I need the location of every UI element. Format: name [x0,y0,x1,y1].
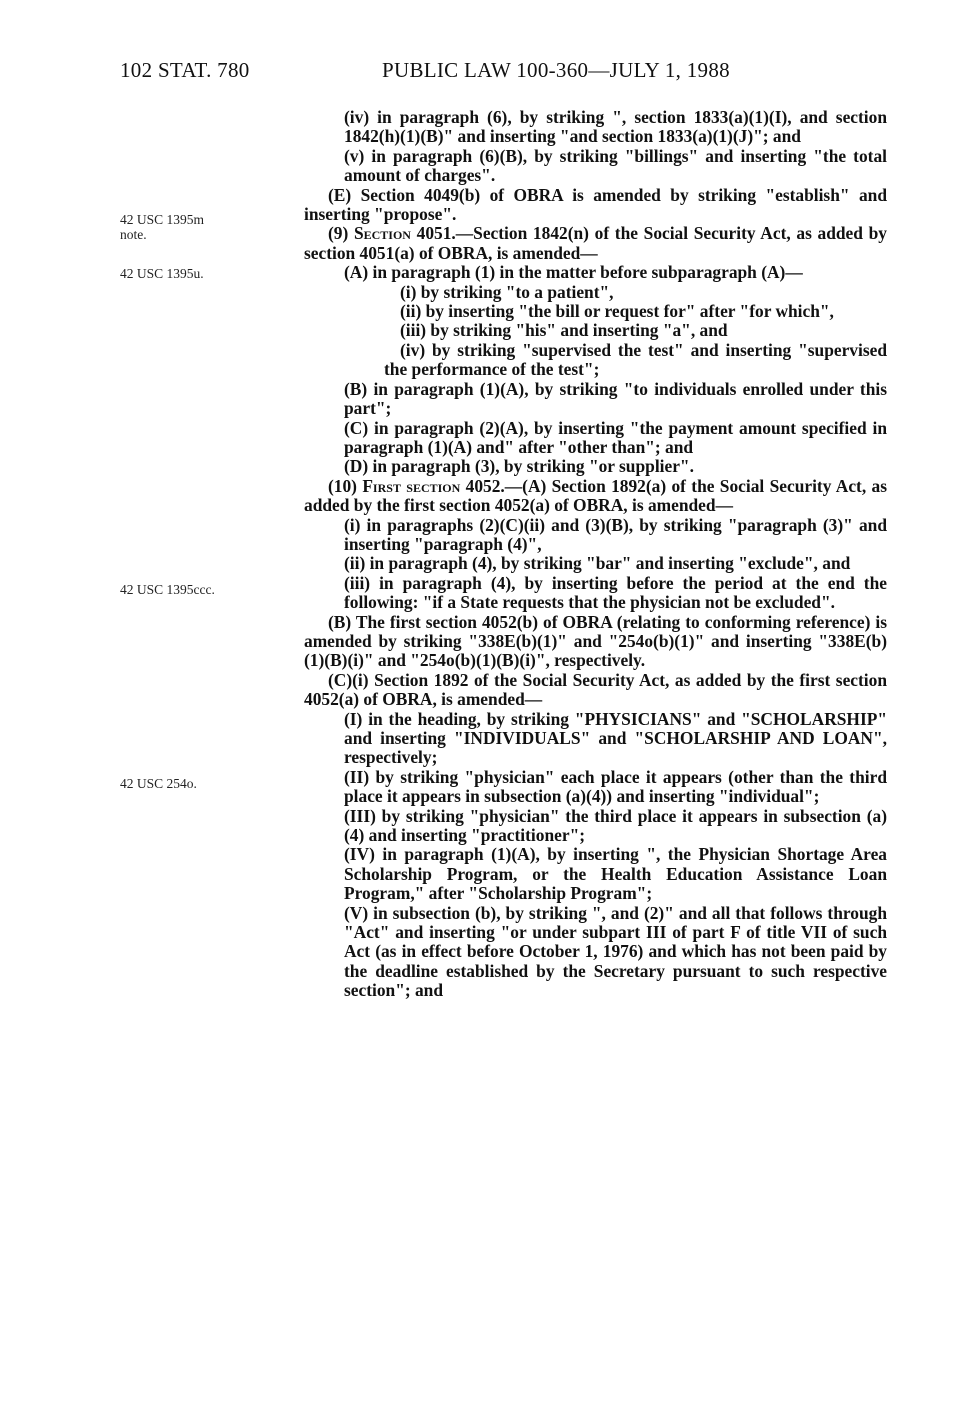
section-heading: First section 4052 [362,475,501,496]
margin-note: 42 USC 254o. [120,776,197,791]
clause-ii: (ii) by inserting "the bill or request for" after "for which", [400,301,834,322]
clause-iii-2: (iii) in paragraph (4), by inserting before the period at the end the following: "if a State requests that the physician not be excluded". [344,572,887,613]
page-stat-number: 102 STAT. 780 [120,58,250,82]
subpara-d: (D) in paragraph (3), by striking "or supplier". [344,456,694,477]
para-9: (9) Section 4051.—Section 1842(n) of the Social Security Act, as added by section 4051(a) of OBRA, is amended— [304,223,887,263]
clause-iii: (iii) by striking "his" and inserting "a", and [400,320,728,341]
subclause-I: (I) in the heading, by striking "PHYSICIANS" and "SCHOLARSHIP" and inserting "INDIVIDUALS" and "SCHOLARSHIP AND LOAN", respectively; [344,708,887,768]
clause-iv-2: (iv) by striking "supervised the test" and inserting "supervised the performance of the test"; [384,339,887,380]
clause-ii-2: (ii) in paragraph (4), by striking "bar" and inserting "exclude", and [344,553,851,574]
subpara-b-2: (B) The first section 4052(b) of OBRA (relating to conforming reference) is amended by striking "338E(b)(1)" and "254o(b)(1)" and inserting "338E(b)(1)(B)(i)" and "254o(b)(1)(B)(i)", respectively. [304,611,887,671]
subpara-c-2: (C)(i) Section 1892 of the Social Security Act, as added by the first section 4052(a) of OBRA, is amended— [304,669,887,710]
statute-text [304,108,887,1001]
subpara-a: (A) in paragraph (1) in the matter before subparagraph (A)— [344,262,803,283]
margin-note: 42 USC 1395ccc. [120,582,215,597]
section-heading: Section 4051 [353,223,452,244]
clause-v: (v) in paragraph (6)(B), by striking "billings" and inserting "the total amount of charges". [344,145,887,186]
subpara-c: (C) in paragraph (2)(A), by inserting "the payment amount specified in paragraph (1)(A) and" after "other than"; and [344,417,887,457]
margin-note: 42 USC 1395u. [120,266,204,281]
subclause-II: (II) by striking "physician" each place it appears (other than the third place it appears in subsection (a)(4)) and inserting "individual"; [344,766,887,807]
clause-i-2: (i) in paragraphs (2)(C)(ii) and (3)(B), by striking "paragraph (3)" and inserting "paragraph (4)", [344,514,887,554]
subpara-b: (B) in paragraph (1)(A), by striking "to individuals enrolled under this part"; [344,378,887,419]
subclause-IV: (IV) in paragraph (1)(A), by inserting ", the Physician Shortage Area Scholarship Program, or the Health Education Assistance Loan Program," after "Scholarship Program"; [344,844,887,904]
running-header: PUBLIC LAW 100-360—JULY 1, 1988 [382,58,730,82]
para-10: (10) First section 4052.—(A) Section 1892(a) of the Social Security Act, as added by the first section 4052(a) of OBRA, is amended— [304,475,887,516]
subclause-V: (V) in subsection (b), by striking ", and (2)" and all that follows through "Act" and inserting "or under subpart III of part F of title VII of such Act (as in effect before October 1, 1976) and which has not been paid by the deadline established by the Secretary pursuant to such respective section"; and [344,902,887,1001]
subclause-III: (III) by striking "physician" the third place it appears in subsection (a)(4) and inserting "practitioner"; [344,805,887,846]
subpara-e: (E) Section 4049(b) of OBRA is amended by striking "establish" and inserting "propose". [304,184,887,225]
clause-iv: (iv) in paragraph (6), by striking ", section 1833(a)(1)(I), and section 1842(h)(1)(B)" and inserting "and section 1833(a)(1)(J)"; and [344,107,887,147]
clause-i: (i) by striking "to a patient", [400,281,614,302]
margin-note: 42 USC 1395m note. [120,212,205,242]
